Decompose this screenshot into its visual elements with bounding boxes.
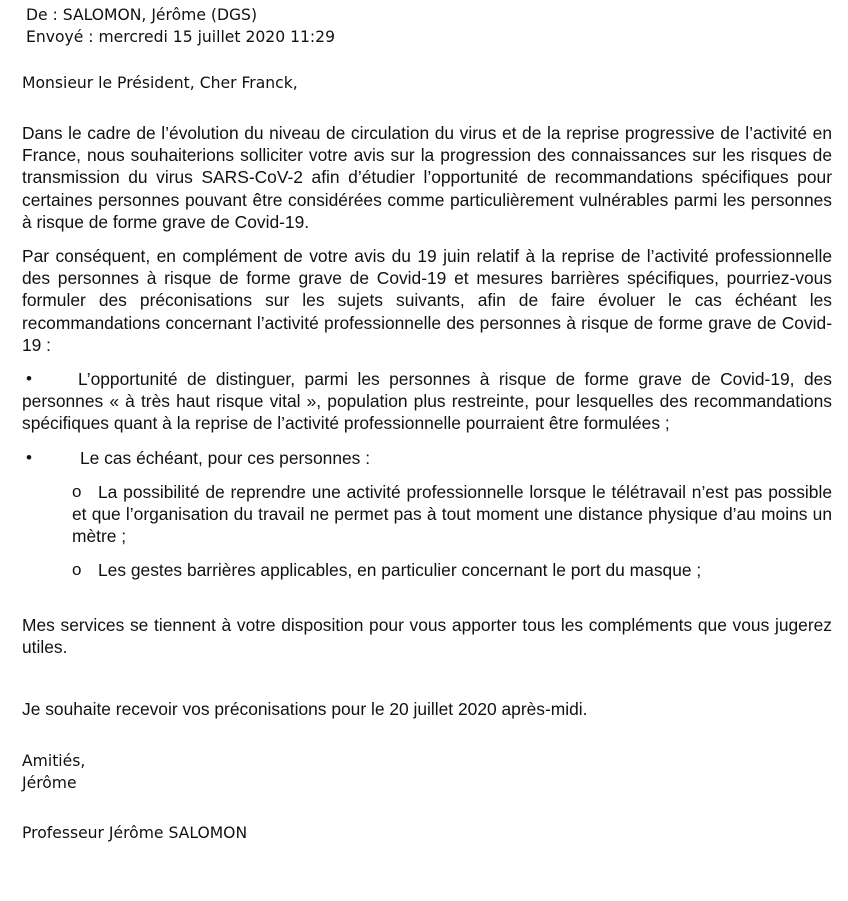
closing-name: Jérôme [22,774,77,793]
email-document [22,0,832,844]
bullet-item [22,368,832,435]
sub-list-marker: o [72,481,82,501]
sent-line: Envoyé : mercredi 15 juillet 2020 11:29 [26,28,336,46]
intro-paragraph: Dans le cadre de l’évolution du niveau de circulation du virus et de la reprise progressive de l’activité en France, nous souhaiterions solliciter votre avis sur la progression des connaissances sur les risques de transmission du virus SARS-CoV-2 afin d’étudier l’opportunité de recommandations spécifiques pour certaines personnes pouvant être considérées comme particulièrement vulnérables parmi les personnes à risque de forme grave de Covid-19. [22,123,832,232]
deadline-paragraph: Je souhaite recevoir vos préconisations pour le 20 juillet 2020 après-midi. [22,699,588,720]
sub-list-item [72,481,832,548]
bullet-marker: • [26,447,32,467]
closing-line: Amitiés, [22,752,86,771]
email-header [22,0,832,48]
bullet-item [22,447,832,469]
bullet-text: L’opportunité de distinguer, parmi les personnes à risque de forme grave de Covid-19, des personnes « à très haut risque vital », population plus restreinte, pour lesquelles des recommandations spécifiques quant à la reprise de l’activité professionnelle pourraient être formulées ; [22,369,832,434]
greeting: Monsieur le Président, Cher Franck, [22,74,298,92]
sub-list-item [72,559,832,581]
signature: Professeur Jérôme SALOMON [22,824,248,843]
bullet-text: Le cas échéant, pour ces personnes : [80,447,371,468]
services-paragraph: Mes services se tiennent à votre disposition pour vous apporter tous les compléments que vous jugerez utiles. [22,614,832,657]
sub-list-marker: o [72,560,82,580]
bullet-marker: • [26,369,32,389]
request-paragraph: Par conséquent, en complément de votre avis du 19 juin relatif à la reprise de l’activité professionnelle des personnes à risque de forme grave de Covid-19 et mesures barrières spécifiques, pourriez-vous formuler des préconisations sur les sujets suivants, afin de faire évoluer le cas échéant les recommandations concernant l’activité professionnelle des personnes à risque de forme grave de Covid-19 : [22,246,832,355]
sub-list-text: La possibilité de reprendre une activité professionnelle lorsque le télétravail n’est pas possible et que l’organisation du travail ne permet pas à tout moment une distance physique d’au moins un mètre ; [72,481,832,547]
sub-list-text: Les gestes barrières applicables, en particulier concernant le port du masque ; [98,560,702,581]
from-line: De : SALOMON, Jérôme (DGS) [26,6,258,24]
closing-block [22,750,832,794]
